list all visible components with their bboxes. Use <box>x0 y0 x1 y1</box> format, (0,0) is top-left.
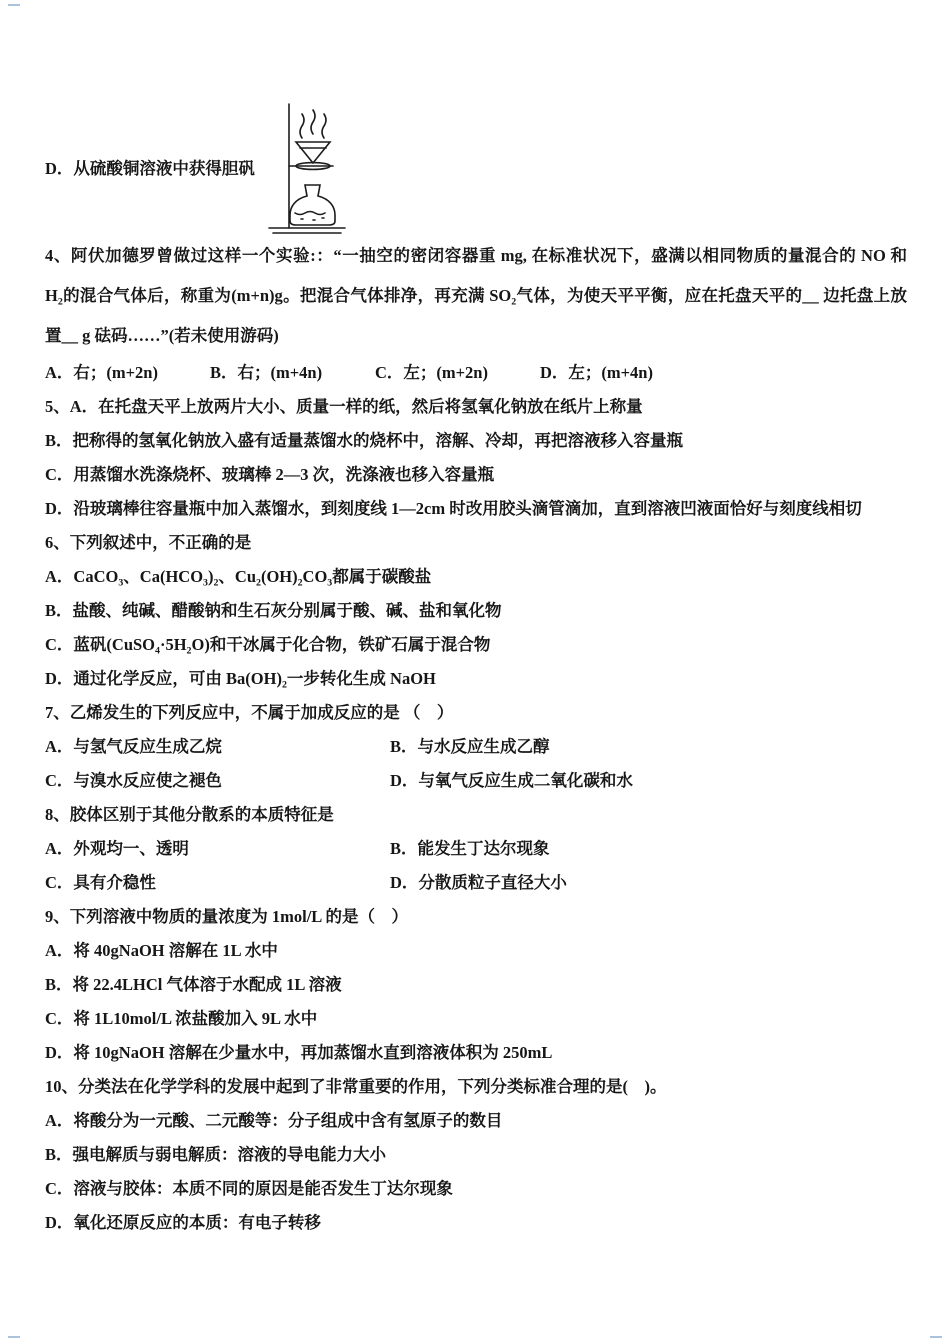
q10-stem: 10、分类法在化学学科的发展中起到了非常重要的作用，下列分类标准合理的是( )。 <box>45 1077 667 1096</box>
q6-option-b: B．盐酸、纯碱、醋酸钠和生石灰分别属于酸、碱、盐和氧化物 <box>45 601 502 620</box>
q8-option-a: A．外观均一、透明 <box>45 839 189 858</box>
q6-stem: 6、下列叙述中，不正确的是 <box>45 533 252 552</box>
q8-options-row-2 <box>45 866 907 900</box>
q4-options-row <box>45 356 907 390</box>
q10-option-a: A．将酸分为一元酸、二元酸等：分子组成中含有氢原子的数目 <box>45 1111 503 1130</box>
q4-option-c: C．左；(m+2n) <box>375 363 488 382</box>
q10-option-c: C．溶液与胶体：本质不同的原因是能否发生丁达尔现象 <box>45 1179 453 1198</box>
q4-stem-line-2: H₂的混合气体后，称重为(m+n)g。把混合气体排净，再充满 SO₂气体，为使天平平衡，应在托盘天平的__ 边托盘上放 <box>45 286 907 305</box>
question-7 <box>45 696 907 798</box>
question-5 <box>45 390 907 526</box>
q6-option-a: A．CaCO₃、Ca(HCO₃)₂、Cu₂(OH)₂CO₃都属于碳酸盐 <box>45 567 432 586</box>
q9-stem: 9、下列溶液中物质的量浓度为 1mol/L 的是（ ） <box>45 907 409 926</box>
q7-stem: 7、乙烯发生的下列反应中，不属于加成反应的是 （ ） <box>45 703 454 722</box>
q5-option-c: C．用蒸馏水洗涤烧杯、玻璃棒 2—3 次，洗涤液也移入容量瓶 <box>45 465 495 484</box>
q10-option-d: D．氧化还原反应的本质：有电子转移 <box>45 1213 321 1232</box>
q4-stem-line-3: 置__ g 砝码……”(若未使用游码) <box>45 326 279 345</box>
q7-option-b: B．与水反应生成乙醇 <box>390 737 550 756</box>
q9-option-a: A．将 40gNaOH 溶解在 1L 水中 <box>45 941 278 960</box>
q4-option-b: B．右；(m+4n) <box>210 363 323 382</box>
q5-stem-and-option-a: 5、A．在托盘天平上放两片大小、质量一样的纸，然后将氢氧化钠放在纸片上称量 <box>45 397 643 416</box>
scan-mark-top-left <box>8 4 20 6</box>
q8-option-b: B．能发生丁达尔现象 <box>390 839 550 858</box>
q9-option-d: D．将 10gNaOH 溶解在少量水中，再加蒸馏水直到溶液体积为 250mL <box>45 1043 553 1062</box>
q5-option-b: B．把称得的氢氧化钠放入盛有适量蒸馏水的烧杯中，溶解、冷却，再把溶液移入容量瓶 <box>45 431 684 450</box>
question-4 <box>45 236 907 390</box>
q7-options-row-2 <box>45 764 907 798</box>
q6-option-d: D．通过化学反应，可由 Ba(OH)₂一步转化生成 NaOH <box>45 669 436 688</box>
document-content <box>45 0 907 1240</box>
q8-stem: 8、胶体区别于其他分散系的本质特征是 <box>45 805 334 824</box>
q4-option-a: A．右；(m+2n) <box>45 363 158 382</box>
q7-options-row-1 <box>45 730 907 764</box>
q9-option-b: B．将 22.4LHCl 气体溶于水配成 1L 溶液 <box>45 975 342 994</box>
q3-option-d: D．从硫酸铜溶液中获得胆矾 <box>45 159 255 178</box>
q7-option-d: D．与氧气反应生成二氧化碳和水 <box>390 771 633 790</box>
q7-option-c: C．与溴水反应使之褪色 <box>45 771 222 790</box>
question-9 <box>45 900 907 1070</box>
q8-option-c: C．具有介稳性 <box>45 873 156 892</box>
question3-figure-row <box>45 104 907 236</box>
q5-option-d: D．沿玻璃棒往容量瓶中加入蒸馏水，到刻度线 1—2cm 时改用胶头滴管滴加，直到溶液凹液面恰好与刻度线相切 <box>45 499 862 518</box>
question-6 <box>45 526 907 696</box>
q10-option-b: B．强电解质与弱电解质：溶液的导电能力大小 <box>45 1145 387 1164</box>
scan-mark-bottom-right <box>930 1336 942 1338</box>
q9-option-c: C．将 1L10mol/L 浓盐酸加入 9L 水中 <box>45 1009 318 1028</box>
scan-mark-bottom-left <box>8 1336 20 1338</box>
q7-option-a: A．与氢气反应生成乙烷 <box>45 737 222 756</box>
evaporation-apparatus-figure <box>257 102 367 242</box>
q8-option-d: D．分散质粒子直径大小 <box>390 873 567 892</box>
q4-stem-line-1: 4、阿伏加德罗曾做过这样一个实验:：“一抽空的密闭容器重 mg, 在标准状况下，盛满以相同物质的量混合的 NO 和 <box>45 246 907 265</box>
q8-options-row-1 <box>45 832 907 866</box>
question-8 <box>45 798 907 900</box>
q6-option-c: C．蓝矾(CuSO₄·5H₂O)和干冰属于化合物，铁矿石属于混合物 <box>45 635 491 654</box>
q4-option-d: D．左；(m+4n) <box>540 363 653 382</box>
question-10 <box>45 1070 907 1240</box>
